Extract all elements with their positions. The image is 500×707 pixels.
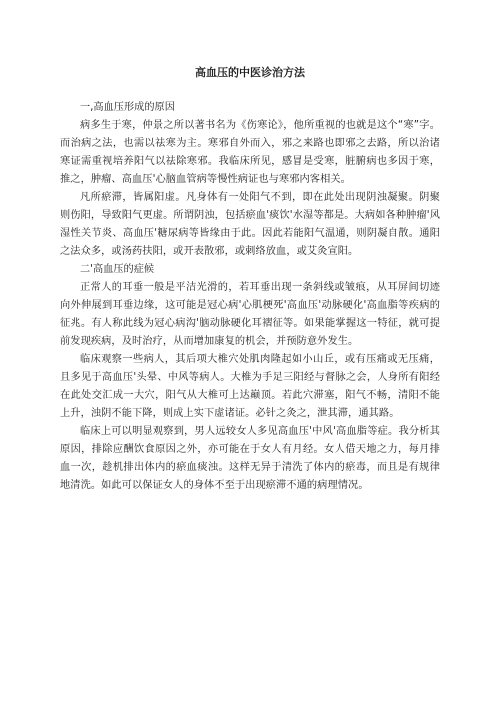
section-symptoms <box>60 261 440 495</box>
paragraph: 凡所瘀滞，皆属阳虚。凡身体有一处阳气不到，即在此处出现阴浊凝聚。阴聚则伤阳，导致阳气更虚。所谓阴浊，包括瘀血'痰饮'水湿等都是。大病如各种肿瘤'风湿性关节炎、高血压'糖尿病等皆缘由于此。因此若能阳气温通，则阴凝自散。通阳之法众多，或汤药扶阳，或开表散邪，或刺络放血，或艾灸宣阳。 <box>60 192 440 257</box>
paragraph: 正常人的耳垂一般是平洁光滑的，若耳垂出现一条斜线或皱痕，从耳屏间切迹向外伸展到耳垂边缘，这可能是冠心病'心肌梗死'高血压'动脉硬化'高血脂等疾病的征兆。有人称此线为冠心病沟'脑动脉硬化耳褶征等。如果能掌握这一特征，就可提前发现疾病，及时治疗，从而增加康复的机会，并预防意外发生。 <box>60 282 440 347</box>
paragraph: 临床观察一些病人，其后项大椎穴处肌肉隆起如小山丘，或有压痛或无压痛，且多见于高血压'头晕、中风等病人。大椎为手足三阳经与督脉之会，人身所有阳经在此处交汇成一大穴，阳气从大椎可上达巅顶。若此穴滞塞，阳气不畅，清阳不能上升，浊阴不能下降，则成上实下虚诸证。必针之灸之，泄其滞，通其路。 <box>60 354 440 419</box>
section-heading-symptoms: 二'高血压的症候 <box>80 264 155 275</box>
paragraph: 临床上可以明显观察到，男人远较女人多见高血压'中风'高血脂等症。我分析其原因，排除应酬饮食原因之外，亦可能在于女人有月经。女人借天地之力，每月排血一次，趁机排出体内的瘀血痰浊。这样无异于清洗了体内的瘀毒，而且是有规律地清洗。如此可以保证女人的身体不至于出现瘀滞不通的病理情况。 <box>60 426 440 491</box>
section-causes <box>60 99 440 261</box>
document-title: 高血压的中医诊治方法 <box>195 66 305 79</box>
section-heading-causes: 一,高血压形成的原因 <box>80 102 175 113</box>
paragraph: 病多生于寒，仲景之所以著书名为《伤寒论》，他所重视的也就是这个“寒”字。而治病之法，也需以祛寒为主。寒邪自外而入，邪之来路也即邪之去路，所以治诸寒证需重视培养阳气以祛除寒邪。我临床所见，感冒是受寒，脏腑病也多因于寒，推之，肿瘤、高血压'心脑血管病等慢性病证也与寒邪内客相关。 <box>60 120 440 185</box>
